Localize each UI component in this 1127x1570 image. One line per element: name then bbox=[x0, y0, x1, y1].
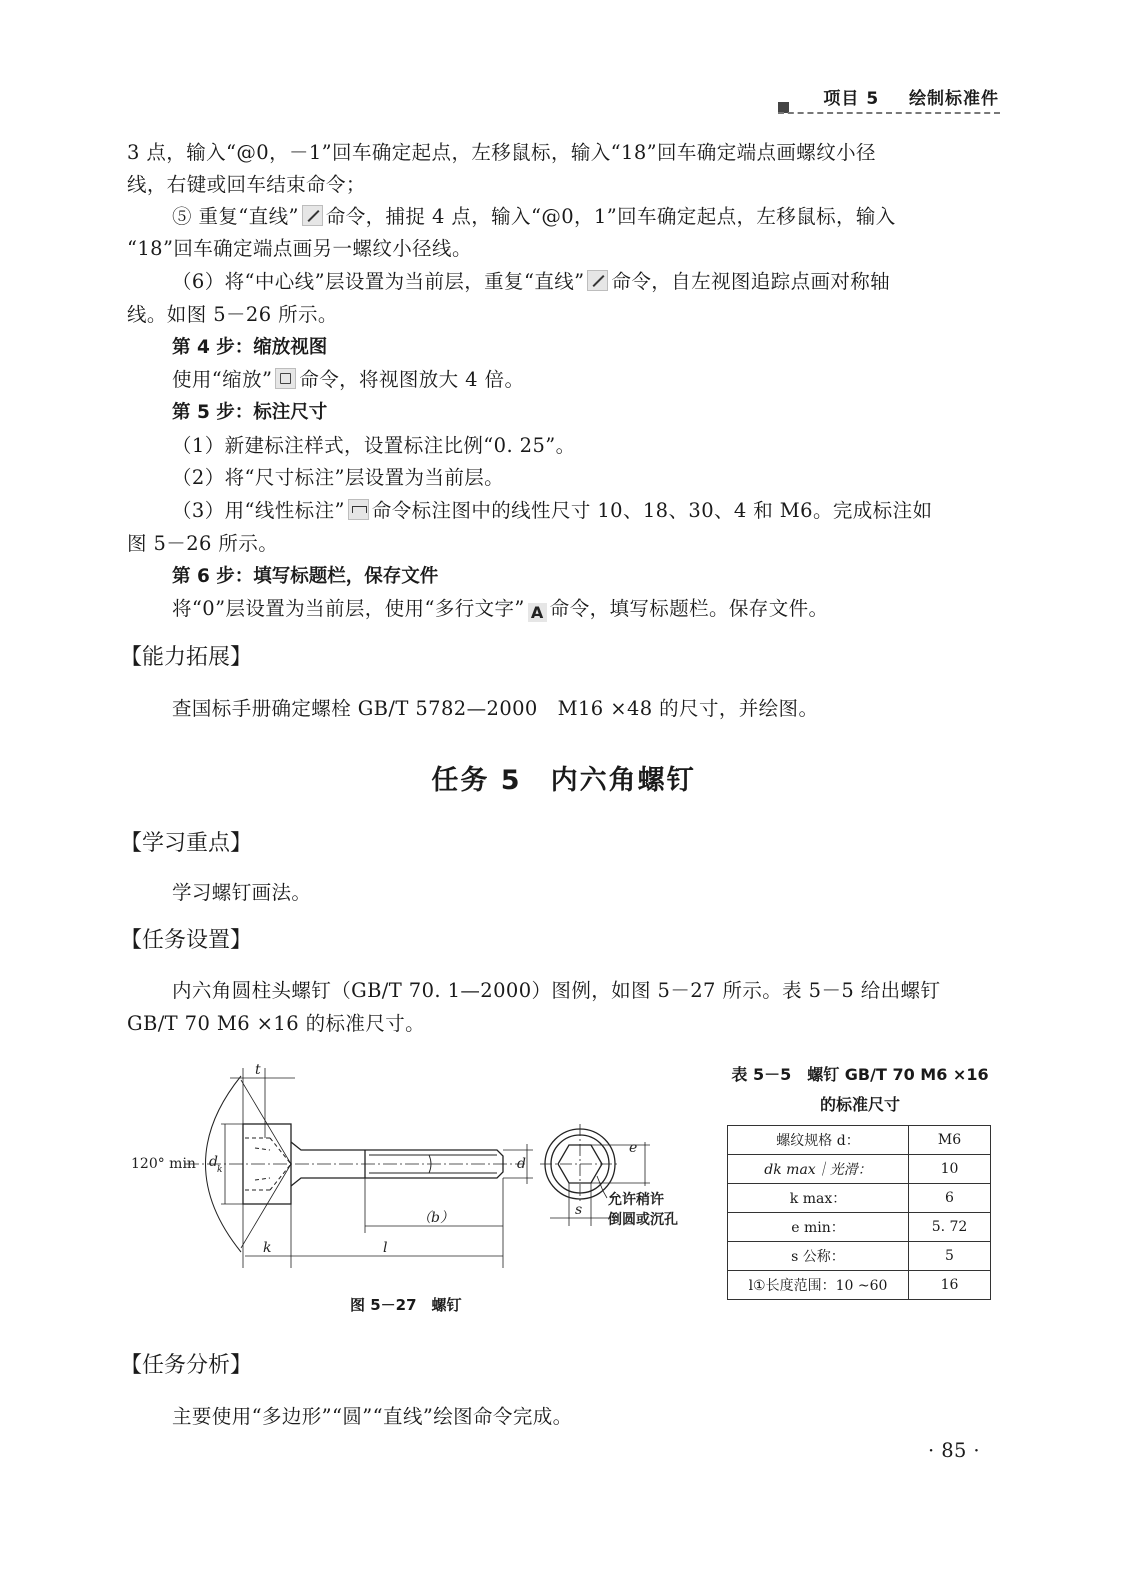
table-row bbox=[728, 1184, 991, 1213]
table-caption-2: 的标准尺寸 bbox=[819, 1095, 900, 1114]
para-line-5 bbox=[172, 266, 890, 298]
cell-name: e min： bbox=[728, 1213, 909, 1242]
cell-value: 5 bbox=[909, 1242, 991, 1271]
ability-heading: 【能力拓展】 bbox=[120, 645, 253, 670]
step-6-heading: 第 6 步：填写标题栏，保存文件 bbox=[172, 566, 439, 587]
table-row bbox=[728, 1213, 991, 1242]
zoom-tool-icon bbox=[275, 368, 296, 389]
running-header bbox=[823, 84, 999, 109]
para-line-2: 线，右键或回车结束命令； bbox=[127, 173, 366, 196]
label-dk: d bbox=[209, 1154, 218, 1170]
para-line-3a: ⑤ 重复“直线” bbox=[172, 205, 299, 228]
para-line-3b: 命令，捕捉 4 点，输入“@0，1”回车确定起点，左移鼠标，输入 bbox=[325, 205, 896, 228]
para-line-5a: （6）将“中心线”层设置为当前层，重复“直线” bbox=[172, 270, 585, 293]
table-row bbox=[728, 1242, 991, 1271]
mtext-A-icon: A bbox=[528, 603, 547, 622]
para-line-12 bbox=[172, 593, 828, 625]
para-line-1: 3 点，输入“@0，－1”回车确定起点，左移鼠标，输入“18”回车确定端点画螺纹小径 bbox=[127, 141, 876, 164]
para-line-6: 线。如图 5－26 所示。 bbox=[127, 303, 338, 326]
header-title: 绘制标准件 bbox=[909, 89, 999, 109]
cell-name: dk max｜光滑： bbox=[728, 1155, 909, 1184]
header-chapter: 项目 5 bbox=[823, 89, 880, 109]
label-l: l bbox=[383, 1240, 388, 1256]
label-angle: 120° min bbox=[131, 1156, 196, 1172]
note-line-2: 倒圆或沉孔 bbox=[608, 1212, 678, 1228]
table-row bbox=[728, 1126, 991, 1155]
table-row bbox=[728, 1271, 991, 1300]
para-line-7 bbox=[172, 364, 524, 396]
para-line-3 bbox=[172, 201, 896, 233]
cell-value: M6 bbox=[909, 1126, 991, 1155]
para-line-10b: 命令标注图中的线性尺寸 10、18、30、4 和 M6。完成标注如 bbox=[371, 499, 933, 522]
label-d: d bbox=[517, 1156, 526, 1172]
table-caption-1: 表 5－5 螺钉 GB/T 70 M6 ×16 bbox=[731, 1065, 989, 1084]
cell-name: s 公称： bbox=[728, 1242, 909, 1271]
linear-dim-icon bbox=[348, 499, 369, 520]
para-line-8: （1）新建标注样式，设置标注比例“0. 25”。 bbox=[172, 434, 576, 457]
task-title: 任务 5 内六角螺钉 bbox=[431, 765, 696, 796]
analysis-text: 主要使用“多边形”“圆”“直线”绘图命令完成。 bbox=[172, 1405, 573, 1428]
para-line-7a: 使用“缩放” bbox=[172, 368, 273, 391]
cell-value: 6 bbox=[909, 1184, 991, 1213]
focus-text: 学习螺钉画法。 bbox=[172, 881, 312, 904]
line-tool-icon bbox=[587, 270, 608, 291]
para-line-7b: 命令，将视图放大 4 倍。 bbox=[299, 368, 525, 391]
focus-heading: 【学习重点】 bbox=[120, 831, 253, 856]
step-4-heading: 第 4 步：缩放视图 bbox=[172, 337, 328, 358]
label-t: t bbox=[255, 1062, 261, 1078]
table-row bbox=[728, 1155, 991, 1184]
setting-heading: 【任务设置】 bbox=[120, 928, 253, 953]
label-b: （b） bbox=[417, 1210, 454, 1226]
para-line-11: 图 5－26 所示。 bbox=[127, 532, 279, 555]
para-line-9: （2）将“尺寸标注”层设置为当前层。 bbox=[172, 466, 505, 489]
para-line-10a: （3）用“线性标注” bbox=[172, 499, 345, 522]
para-line-5b: 命令，自左视图追踪点画对称轴 bbox=[611, 270, 891, 293]
cell-value: 5. 72 bbox=[909, 1213, 991, 1242]
para-line-12a: 将“0”层设置为当前层，使用“多行文字” bbox=[172, 597, 525, 620]
label-s: s bbox=[575, 1202, 583, 1218]
cell-name: k max： bbox=[728, 1184, 909, 1213]
cell-value: 16 bbox=[909, 1271, 991, 1300]
screw-drawing bbox=[125, 1058, 700, 1288]
ability-text: 查国标手册确定螺栓 GB/T 5782—2000 M16 ×48 的尺寸，并绘图。 bbox=[172, 697, 819, 720]
para-line-10 bbox=[172, 495, 932, 527]
header-rule bbox=[778, 112, 1000, 114]
note-line-1: 允许稍许 bbox=[608, 1192, 664, 1208]
page-number: · 85 · bbox=[928, 1439, 981, 1462]
para-line-4: “18”回车确定端点画另一螺纹小径线。 bbox=[127, 237, 472, 260]
line-tool-icon bbox=[302, 205, 323, 226]
step-5-heading: 第 5 步：标注尺寸 bbox=[172, 402, 328, 423]
spec-table bbox=[727, 1125, 991, 1300]
cell-name: 螺纹规格 d： bbox=[728, 1126, 909, 1155]
setting-line-2: GB/T 70 M6 ×16 的标准尺寸。 bbox=[127, 1012, 426, 1035]
setting-line-1: 内六角圆柱头螺钉（GB/T 70. 1—2000）图例，如图 5－27 所示。表 5－5 给出螺钉 bbox=[172, 979, 941, 1002]
label-k: k bbox=[263, 1240, 272, 1256]
figure-caption: 图 5－27 螺钉 bbox=[350, 1296, 462, 1314]
analysis-heading: 【任务分析】 bbox=[120, 1353, 253, 1378]
para-line-12b: 命令，填写标题栏。保存文件。 bbox=[549, 597, 829, 620]
label-e: e bbox=[629, 1140, 638, 1156]
label-dk-sub: k bbox=[217, 1165, 223, 1175]
cell-value: 10 bbox=[909, 1155, 991, 1184]
cell-name: l①长度范围：10 ~60 bbox=[728, 1271, 909, 1300]
